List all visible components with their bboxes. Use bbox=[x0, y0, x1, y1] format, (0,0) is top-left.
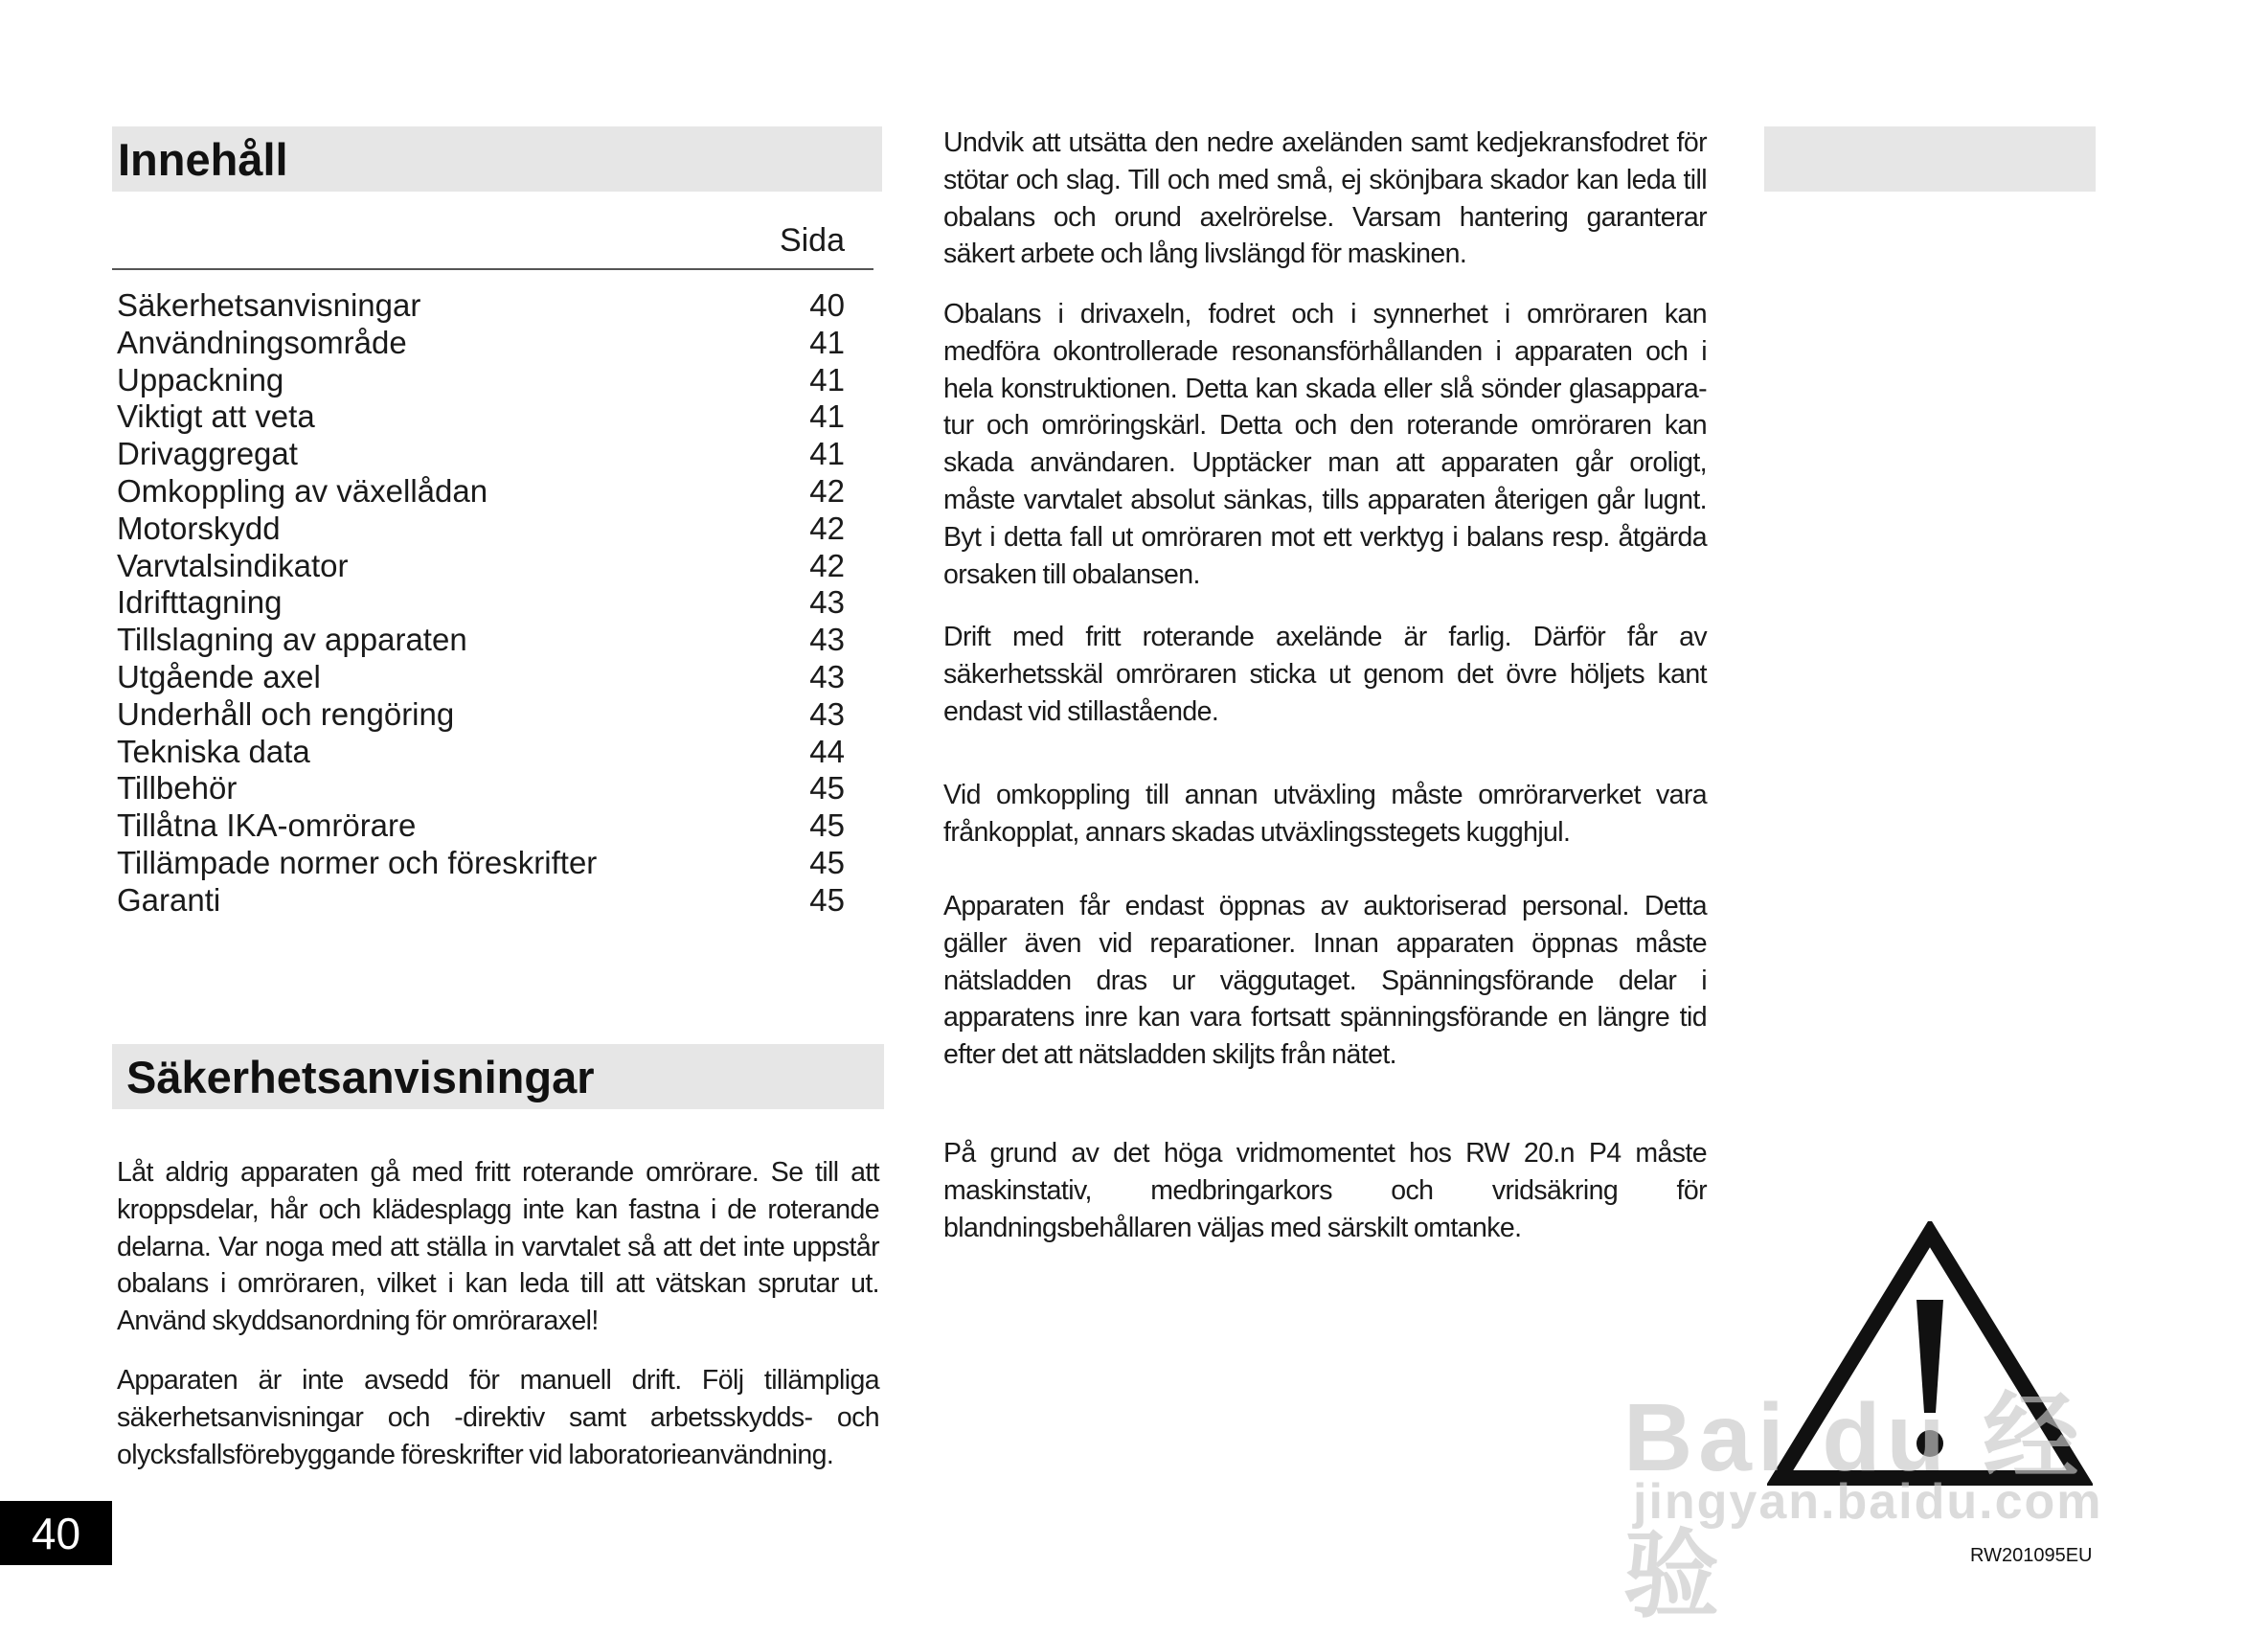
toc-entry bbox=[117, 622, 845, 659]
toc-entry-page: 42 bbox=[809, 510, 845, 546]
safety-paragraph: Undvik att utsätta den nedre axeländen samt kedjekransfodret för stötar och slag. Till och med små, ej skönjbara skador kan leda till obalans och orund axelrörelse. Varsam hantering garanterar säkert arbete och lång livslängd för maskinen. bbox=[943, 127, 1707, 270]
toc-entry-page: 41 bbox=[809, 436, 845, 472]
toc-entry bbox=[117, 362, 845, 399]
toc-entry bbox=[117, 398, 845, 436]
toc-entry bbox=[117, 770, 845, 807]
toc-entry-label: Tillämpade normer och föreskrifter bbox=[117, 844, 598, 880]
toc-entry-page: 45 bbox=[809, 807, 845, 844]
toc-entry-label: Garanti bbox=[117, 881, 221, 918]
page-number-text: 40 bbox=[31, 1508, 81, 1558]
safety-heading bbox=[112, 1044, 884, 1109]
toc-page-column-label: Sida bbox=[779, 222, 845, 259]
toc-entry-label: Utgående axel bbox=[117, 658, 321, 694]
document-code: RW201095EU bbox=[1970, 1545, 2093, 1566]
toc-entry-label: Omkoppling av växellådan bbox=[117, 472, 488, 509]
toc-entry-page: 44 bbox=[809, 733, 845, 769]
toc-entry-label: Uppackning bbox=[117, 361, 284, 398]
toc-entry bbox=[117, 734, 845, 771]
toc-entry-label: Drivaggregat bbox=[117, 436, 298, 472]
toc-entry-label: Idrifttagning bbox=[117, 584, 283, 621]
header-bar-right bbox=[1764, 126, 2096, 192]
toc-entry bbox=[117, 548, 845, 585]
toc-entry-label: Tillåtna IKA-omrörare bbox=[117, 807, 417, 844]
toc-entry-label: Viktigt att veta bbox=[117, 398, 315, 435]
toc-entry bbox=[117, 882, 845, 920]
toc-entry bbox=[117, 287, 845, 325]
toc-entry bbox=[117, 807, 845, 845]
toc-entry-page: 41 bbox=[809, 398, 845, 435]
page-number bbox=[0, 1501, 112, 1565]
toc-entry-label: Underhåll och rengöring bbox=[117, 695, 455, 732]
toc-entry-page: 43 bbox=[809, 584, 845, 621]
watermark-main: Bai du 经验 bbox=[1623, 1384, 2085, 1629]
toc-entry-page: 40 bbox=[809, 287, 845, 323]
watermark-sub: jingyan.baidu.com bbox=[1633, 1474, 2103, 1530]
toc-heading bbox=[112, 126, 882, 192]
safety-paragraph: Obalans i drivaxeln, fodret och i synnerhet i omröraren kan medföra okontrollerade resonansförhållanden i apparaten och i hela konstruktionen. Detta kan skada eller slå sönder glasappara-tur och omröringskärl. Detta och den roterande omröraren kan skada användaren. Upptäcker man att apparaten går oroligt, måste varvtalet absolut sänkas, tills apparaten återigen går lugnt. Byt i detta fall ut omröraren mot ett verktyg i balans resp. åtgärda orsaken till obalansen. bbox=[943, 299, 1707, 590]
toc-entry-label: Tekniska data bbox=[117, 733, 310, 769]
safety-paragraph: Låt aldrig apparaten gå med fritt roterande omrörare. Se till att kroppsdelar, hår och klädesplagg inte kan fastna i de roterande delarna. Var noga med att ställa in varvtalet så att det inte uppstår obalans i omröraren, vilket i kan leda till att vätskan sprutar ut. Använd skyddsanordning för omröraraxel! bbox=[117, 1157, 879, 1337]
toc-entry bbox=[117, 325, 845, 362]
safety-paragraph: Apparaten är inte avsedd för manuell drift. Följ tillämpliga säkerhetsanvisningar och -direktiv samt arbetsskydds- och olycksfallsförebyggande föreskrifter vid laboratorieanvändning. bbox=[117, 1365, 879, 1470]
safety-paragraph: På grund av det höga vridmomentet hos RW 20.n P4 måste maskinstativ, medbringarkors och vridsäkring för blandningsbehållaren väljas med särskilt omtanke. bbox=[943, 1138, 1707, 1243]
toc-entry bbox=[117, 584, 845, 622]
toc-column-header bbox=[112, 222, 873, 270]
toc-title: Innehåll bbox=[118, 133, 288, 185]
toc-entry-page: 43 bbox=[809, 695, 845, 732]
safety-paragraph: Drift med fritt roterande axelände är farlig. Därför får av säkerhetsskäl omröraren sticka ut genom det övre höljets kant endast vid stillastående. bbox=[943, 622, 1707, 727]
toc-entry-page: 45 bbox=[809, 844, 845, 880]
toc-entry bbox=[117, 659, 845, 696]
safety-title: Säkerhetsanvisningar bbox=[126, 1051, 595, 1102]
toc-entry-page: 42 bbox=[809, 547, 845, 583]
toc-list bbox=[117, 287, 845, 920]
toc-entry bbox=[117, 845, 845, 882]
toc-entry-label: Säkerhetsanvisningar bbox=[117, 287, 421, 323]
toc-entry-label: Motorskydd bbox=[117, 510, 281, 546]
toc-entry-label: Tillslagning av apparaten bbox=[117, 622, 467, 658]
safety-paragraph: Vid omkoppling till annan utväxling måste omrörarverket vara frånkopplat, annars skadas utväxlingsstegets kugghjul. bbox=[943, 780, 1707, 848]
toc-entry-page: 42 bbox=[809, 472, 845, 509]
safety-paragraph: Apparaten får endast öppnas av auktoriserad personal. Detta gäller även vid reparationer. Innan apparaten öppnas måste nätsladden dras ur väggutaget. Spänningsförande delar i apparatens inre kan vara fortsatt spänningsförande en längre tid efter det att nätsladden skiljts från nätet. bbox=[943, 891, 1707, 1071]
toc-entry-label: Användningsområde bbox=[117, 324, 407, 360]
toc-entry bbox=[117, 473, 845, 511]
toc-entry bbox=[117, 436, 845, 473]
toc-entry-page: 41 bbox=[809, 324, 845, 360]
toc-entry-page: 43 bbox=[809, 622, 845, 658]
toc-entry-label: Tillbehör bbox=[117, 770, 238, 807]
toc-entry-label: Varvtalsindikator bbox=[117, 547, 349, 583]
toc-entry-page: 41 bbox=[809, 361, 845, 398]
toc-entry-page: 45 bbox=[809, 770, 845, 807]
warning-triangle-icon bbox=[1767, 1221, 2093, 1494]
toc-entry-page: 43 bbox=[809, 658, 845, 694]
toc-entry-page: 45 bbox=[809, 881, 845, 918]
toc-entry bbox=[117, 696, 845, 734]
toc-entry bbox=[117, 511, 845, 548]
